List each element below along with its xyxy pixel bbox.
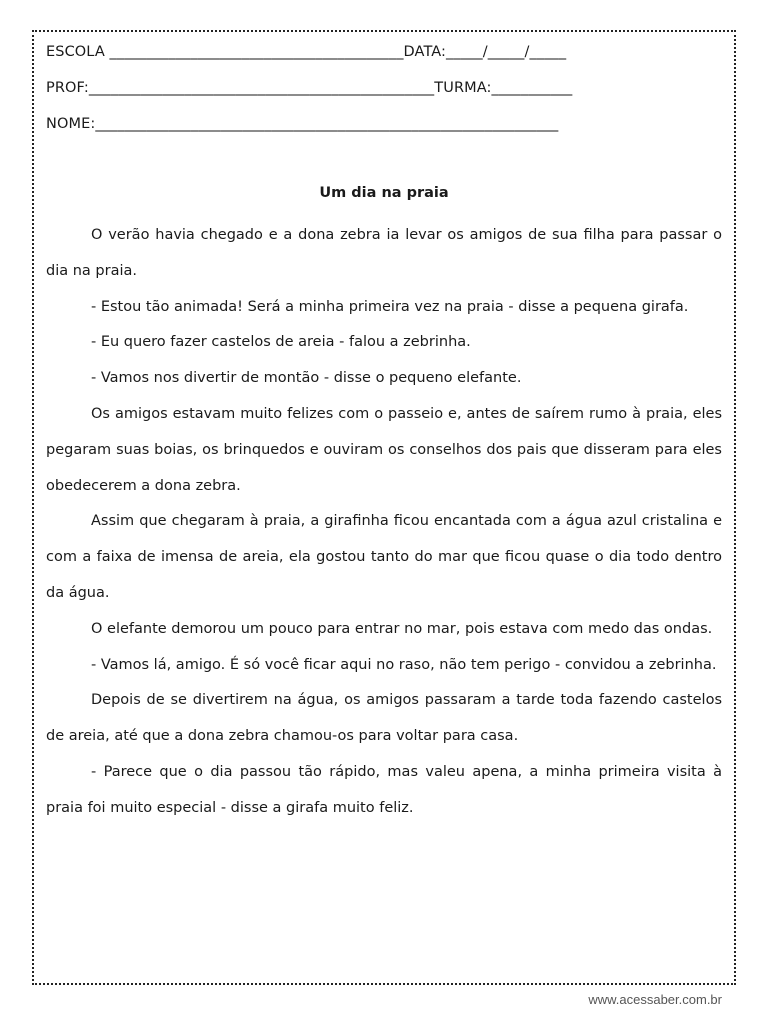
story-title: Um dia na praia: [319, 185, 449, 201]
header-prof-line: PROF:_______________________________________________TURMA:___________: [46, 80, 573, 96]
story-paragraph: - Eu quero fazer castelos de areia - falou a zebrinha.: [91, 334, 471, 351]
story-paragraph: Os amigos estavam muito felizes com o passeio e, antes de saírem rumo à praia, eles pegaram suas boias, os brinquedos e ouviram os conselhos dos pais que disseram para eles obedecerem a dona zebra.: [46, 405, 722, 494]
story-paragraph: O elefante demorou um pouco para entrar no mar, pois estava com medo das ondas.: [91, 620, 713, 637]
header-nome-line: NOME:_______________________________________________________________: [46, 116, 559, 132]
footer-website: www.acessaber.com.br: [588, 992, 722, 1007]
story-paragraph: - Vamos lá, amigo. É só você ficar aqui no raso, não tem perigo - convidou a zebrinha.: [91, 656, 717, 673]
header-escola-line: ESCOLA ________________________________________DATA:_____/_____/_____: [46, 44, 567, 60]
story-body: [46, 218, 722, 827]
story-paragraph: - Parece que o dia passou tão rápido, mas valeu apena, a minha primeira visita à praia foi muito especial - disse a girafa muito feliz.: [46, 763, 722, 816]
story-paragraph: - Estou tão animada! Será a minha primeira vez na praia - disse a pequena girafa.: [91, 298, 689, 315]
story-paragraph: - Vamos nos divertir de montão - disse o pequeno elefante.: [91, 370, 522, 387]
story-paragraph: Depois de se divertirem na água, os amigos passaram a tarde toda fazendo castelos de areia, até que a dona zebra chamou-os para voltar para casa.: [46, 692, 722, 745]
story-paragraph: O verão havia chegado e a dona zebra ia levar os amigos de sua filha para passar o dia na praia.: [46, 227, 722, 279]
story-paragraph: Assim que chegaram à praia, a girafinha ficou encantada com a água azul cristalina e com a faixa de imensa de areia, ela gostou tanto do mar que ficou quase o dia todo dentro da água.: [46, 513, 722, 601]
